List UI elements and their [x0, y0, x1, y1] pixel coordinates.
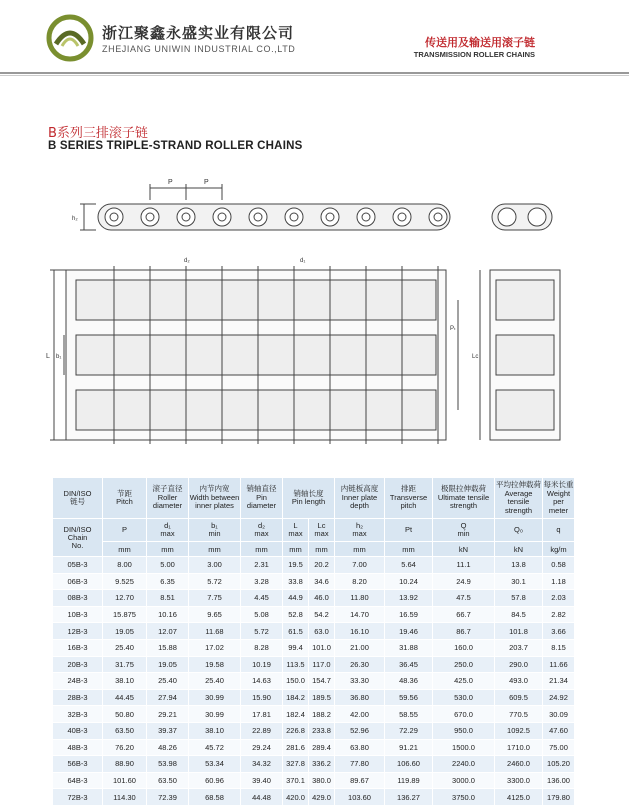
table-cell: 950.0: [433, 722, 495, 739]
table-cell: 86.7: [433, 623, 495, 640]
table-cell: 3750.0: [433, 789, 495, 806]
table-cell: 136.00: [543, 772, 575, 789]
chain-no-cell: 20B-3: [53, 656, 103, 673]
chain-no-cell: 05B-3: [53, 557, 103, 574]
table-cell: 99.4: [283, 639, 309, 656]
table-unit-10: kg/m: [543, 542, 575, 557]
table-cell: 59.56: [385, 689, 433, 706]
table-cell: 290.0: [495, 656, 543, 673]
chain-top-view: [50, 266, 560, 444]
table-cell: 25.40: [189, 673, 241, 690]
table-symbol-3: d₂ max: [241, 519, 283, 542]
d2-label: d₂: [184, 258, 190, 264]
table-cell: 21.34: [543, 673, 575, 690]
chain-spec-table: [52, 477, 575, 806]
table-cell: 5.00: [147, 557, 189, 574]
table-cell: 19.05: [103, 623, 147, 640]
table-cell: 31.75: [103, 656, 147, 673]
table-cell: 66.7: [433, 606, 495, 623]
table-cell: 4.45: [241, 590, 283, 607]
table-cell: 770.5: [495, 706, 543, 723]
table-cell: 63.50: [147, 772, 189, 789]
section-title-en: B SERIES TRIPLE-STRAND ROLLER CHAINS: [48, 140, 303, 152]
table-cell: 48.26: [147, 739, 189, 756]
table-cell: 46.0: [309, 590, 335, 607]
table-cell: 2240.0: [433, 756, 495, 773]
table-row: [53, 772, 575, 789]
table-cell: 8.20: [335, 573, 385, 590]
table-cell: 184.2: [283, 689, 309, 706]
table-cell: 63.0: [309, 623, 335, 640]
table-cell: 48.36: [385, 673, 433, 690]
chain-no-cell: 12B-3: [53, 623, 103, 640]
table-cell: 13.8: [495, 557, 543, 574]
table-unit-1: mm: [147, 542, 189, 557]
table-header-3: 内节内宽 Width between inner plates: [189, 478, 241, 519]
chain-side-view: [80, 184, 552, 230]
table-cell: 114.30: [103, 789, 147, 806]
table-header-0: DIN/ISO 链号: [53, 478, 103, 519]
tagline-en: TRANSMISSION ROLLER CHAINS: [413, 50, 535, 59]
table-cell: 47.5: [433, 590, 495, 607]
table-cell: 11.80: [335, 590, 385, 607]
table-symbol-7: Pt: [385, 519, 433, 542]
table-cell: 429.0: [309, 789, 335, 806]
table-cell: 14.70: [335, 606, 385, 623]
table-cell: 47.60: [543, 722, 575, 739]
table-cell: 57.8: [495, 590, 543, 607]
table-cell: 50.80: [103, 706, 147, 723]
h2-label: h₂: [72, 216, 78, 222]
chain-no-cell: 06B-3: [53, 573, 103, 590]
table-cell: 68.58: [189, 789, 241, 806]
table-cell: 281.6: [283, 739, 309, 756]
table-cell: 30.99: [189, 689, 241, 706]
table-cell: 609.5: [495, 689, 543, 706]
table-cell: 160.0: [433, 639, 495, 656]
table-cell: 89.67: [335, 772, 385, 789]
table-unit-8: kN: [433, 542, 495, 557]
pitch-label: P: [168, 179, 173, 186]
table-cell: 233.8: [309, 722, 335, 739]
table-header-9: 平均拉伸载荷 Average tensile strength: [495, 478, 543, 519]
table-cell: 8.51: [147, 590, 189, 607]
table-cell: 493.0: [495, 673, 543, 690]
table-cell: 24.9: [433, 573, 495, 590]
section-title-cn: B系列三排滚子链: [48, 126, 148, 141]
length-label: L: [46, 353, 50, 360]
table-row: [53, 639, 575, 656]
table-cell: 34.6: [309, 573, 335, 590]
table-cell: 530.0: [433, 689, 495, 706]
table-cell: 154.7: [309, 673, 335, 690]
table-symbol-10: q: [543, 519, 575, 542]
table-cell: 136.27: [385, 789, 433, 806]
table-cell: 5.64: [385, 557, 433, 574]
table-cell: 5.08: [241, 606, 283, 623]
table-unit-2: mm: [189, 542, 241, 557]
chain-no-cell: 32B-3: [53, 706, 103, 723]
chain-no-cell: 16B-3: [53, 639, 103, 656]
table-symbol-9: Q₀: [495, 519, 543, 542]
table-symbol-0: P: [103, 519, 147, 542]
table-cell: 2460.0: [495, 756, 543, 773]
table-cell: 39.37: [147, 722, 189, 739]
table-unit-9: kN: [495, 542, 543, 557]
table-cell: 26.30: [335, 656, 385, 673]
table-unit-6: mm: [335, 542, 385, 557]
table-cell: 1710.0: [495, 739, 543, 756]
table-cell: 9.65: [189, 606, 241, 623]
table-cell: 29.24: [241, 739, 283, 756]
header-divider: [0, 72, 629, 74]
table-cell: 380.0: [309, 772, 335, 789]
chain-no-cell: 10B-3: [53, 606, 103, 623]
table-row: [53, 656, 575, 673]
table-cell: 45.72: [189, 739, 241, 756]
table-cell: 10.16: [147, 606, 189, 623]
table-cell: 1.18: [543, 573, 575, 590]
table-cell: 63.80: [335, 739, 385, 756]
table-cell: 22.89: [241, 722, 283, 739]
table-cell: 52.8: [283, 606, 309, 623]
table-cell: 19.05: [147, 656, 189, 673]
table-row: [53, 623, 575, 640]
table-cell: 0.58: [543, 557, 575, 574]
table-cell: 13.92: [385, 590, 433, 607]
table-cell: 76.20: [103, 739, 147, 756]
table-cell: 38.10: [189, 722, 241, 739]
table-cell: 36.45: [385, 656, 433, 673]
table-cell: 5.72: [189, 573, 241, 590]
table-cell: 336.2: [309, 756, 335, 773]
table-cell: 61.5: [283, 623, 309, 640]
table-cell: 105.20: [543, 756, 575, 773]
table-cell: 30.09: [543, 706, 575, 723]
table-row: [53, 573, 575, 590]
table-row: [53, 557, 575, 574]
table-cell: 44.45: [103, 689, 147, 706]
table-cell: 58.55: [385, 706, 433, 723]
table-cell: 7.75: [189, 590, 241, 607]
table-cell: 12.70: [103, 590, 147, 607]
table-cell: 106.60: [385, 756, 433, 773]
table-cell: 52.96: [335, 722, 385, 739]
table-row: [53, 606, 575, 623]
chain-no-cell: 08B-3: [53, 590, 103, 607]
table-cell: 15.88: [147, 639, 189, 656]
table-unit-4: mm: [283, 542, 309, 557]
table-cell: 4125.0: [495, 789, 543, 806]
chain-no-cell: 56B-3: [53, 756, 103, 773]
table-symbol-5: Lc max: [309, 519, 335, 542]
page-header: [0, 0, 629, 74]
table-cell: 179.80: [543, 789, 575, 806]
table-cell: 103.60: [335, 789, 385, 806]
table-cell: 21.00: [335, 639, 385, 656]
table-cell: 30.1: [495, 573, 543, 590]
lc-label: Lc: [472, 354, 479, 360]
table-cell: 8.00: [103, 557, 147, 574]
table-cell: 15.90: [241, 689, 283, 706]
table-cell: 39.40: [241, 772, 283, 789]
table-cell: 670.0: [433, 706, 495, 723]
table-cell: 2.03: [543, 590, 575, 607]
table-cell: 84.5: [495, 606, 543, 623]
table-symbol-6: h₂ max: [335, 519, 385, 542]
table-cell: 30.99: [189, 706, 241, 723]
chain-no-cell: 24B-3: [53, 673, 103, 690]
table-cell: 19.58: [189, 656, 241, 673]
table-cell: 101.8: [495, 623, 543, 640]
table-cell: 11.66: [543, 656, 575, 673]
table-cell: 8.15: [543, 639, 575, 656]
table-header-2: 滚子直径 Roller diameter: [147, 478, 189, 519]
table-cell: 10.24: [385, 573, 433, 590]
table-header-4: 销轴直径 Pin diameter: [241, 478, 283, 519]
table-cell: 2.82: [543, 606, 575, 623]
table-cell: 14.63: [241, 673, 283, 690]
table-cell: 53.98: [147, 756, 189, 773]
table-cell: 44.48: [241, 789, 283, 806]
b1-label: b₁: [56, 354, 62, 360]
chain-no-cell: 40B-3: [53, 722, 103, 739]
table-row: [53, 689, 575, 706]
table-cell: 63.50: [103, 722, 147, 739]
table-cell: 36.80: [335, 689, 385, 706]
table-cell: 101.0: [309, 639, 335, 656]
table-cell: 9.525: [103, 573, 147, 590]
table-row: [53, 706, 575, 723]
table-cell: 6.35: [147, 573, 189, 590]
table-cell: 150.0: [283, 673, 309, 690]
table-cell: 226.8: [283, 722, 309, 739]
table-cell: 53.34: [189, 756, 241, 773]
chain-technical-drawing: [40, 170, 580, 470]
table-cell: 11.1: [433, 557, 495, 574]
table-cell: 101.60: [103, 772, 147, 789]
table-cell: 34.32: [241, 756, 283, 773]
table-header-8: 极限拉伸载荷 Ultimate tensile strength: [433, 478, 495, 519]
table-cell: 19.5: [283, 557, 309, 574]
table-symbol-4: L max: [283, 519, 309, 542]
table-cell: 113.5: [283, 656, 309, 673]
table-cell: 3000.0: [433, 772, 495, 789]
chain-no-cell: 64B-3: [53, 772, 103, 789]
table-cell: 1500.0: [433, 739, 495, 756]
table-cell: 24.92: [543, 689, 575, 706]
table-cell: 370.1: [283, 772, 309, 789]
table-cell: 5.72: [241, 623, 283, 640]
table-cell: 3.28: [241, 573, 283, 590]
table-cell: 10.19: [241, 656, 283, 673]
table-unit-0: mm: [103, 542, 147, 557]
table-header-chain-no: DIN/ISO Chain No.: [53, 519, 103, 557]
table-cell: 327.8: [283, 756, 309, 773]
footnote: [52, 793, 452, 799]
table-cell: 88.90: [103, 756, 147, 773]
company-name-cn: 浙江聚鑫永盛实业有限公司: [102, 24, 295, 42]
table-row: [53, 673, 575, 690]
d1-label: d₁: [300, 258, 306, 264]
header-divider-thin: [0, 75, 629, 76]
table-cell: 91.21: [385, 739, 433, 756]
table-unit-5: mm: [309, 542, 335, 557]
chain-no-cell: 72B-3: [53, 789, 103, 806]
pitch-label-2: P: [204, 179, 209, 186]
table-header-10: 每米长重 Weight per meter: [543, 478, 575, 519]
tagline-cn: 传送用及输送用滚子链: [425, 36, 535, 49]
table-cell: 33.8: [283, 573, 309, 590]
table-cell: 11.68: [189, 623, 241, 640]
table-cell: 189.5: [309, 689, 335, 706]
table-cell: 3.66: [543, 623, 575, 640]
table-cell: 3300.0: [495, 772, 543, 789]
table-header-5: 销轴长度 Pin length: [283, 478, 335, 519]
pt-label: Pₜ: [450, 326, 456, 332]
table-row: [53, 756, 575, 773]
table-cell: 44.9: [283, 590, 309, 607]
table-cell: 7.00: [335, 557, 385, 574]
chain-no-cell: 48B-3: [53, 739, 103, 756]
table-cell: 188.2: [309, 706, 335, 723]
table-unit-7: mm: [385, 542, 433, 557]
table-unit-3: mm: [241, 542, 283, 557]
table-cell: 117.0: [309, 656, 335, 673]
table-cell: 8.28: [241, 639, 283, 656]
table-cell: 16.59: [385, 606, 433, 623]
table-cell: 12.07: [147, 623, 189, 640]
table-cell: 3.00: [189, 557, 241, 574]
table-cell: 2.31: [241, 557, 283, 574]
table-cell: 25.40: [103, 639, 147, 656]
table-cell: 250.0: [433, 656, 495, 673]
table-cell: 72.39: [147, 789, 189, 806]
table-cell: 15.875: [103, 606, 147, 623]
table-cell: 25.40: [147, 673, 189, 690]
table-cell: 38.10: [103, 673, 147, 690]
table-header-1: 节距 Pitch: [103, 478, 147, 519]
table-cell: 119.89: [385, 772, 433, 789]
table-cell: 42.00: [335, 706, 385, 723]
table-row: [53, 722, 575, 739]
table-cell: 29.21: [147, 706, 189, 723]
table-cell: 17.02: [189, 639, 241, 656]
table-cell: 425.0: [433, 673, 495, 690]
table-cell: 1092.5: [495, 722, 543, 739]
table-cell: 420.0: [283, 789, 309, 806]
table-cell: 17.81: [241, 706, 283, 723]
chain-no-cell: 28B-3: [53, 689, 103, 706]
table-header-6: 内链板高度 Inner plate depth: [335, 478, 385, 519]
table-row: [53, 590, 575, 607]
table-cell: 31.88: [385, 639, 433, 656]
table-cell: 289.4: [309, 739, 335, 756]
table-symbol-8: Q min: [433, 519, 495, 542]
company-name-en: ZHEJIANG UNIWIN INDUSTRIAL CO.,LTD: [102, 44, 296, 54]
table-symbol-1: d₁ max: [147, 519, 189, 542]
company-logo-icon: [46, 14, 94, 62]
table-cell: 33.30: [335, 673, 385, 690]
table-symbol-2: b₁ min: [189, 519, 241, 542]
table-cell: 77.80: [335, 756, 385, 773]
table-cell: 16.10: [335, 623, 385, 640]
table-cell: 19.46: [385, 623, 433, 640]
table-cell: 54.2: [309, 606, 335, 623]
table-row: [53, 739, 575, 756]
table-cell: 75.00: [543, 739, 575, 756]
table-cell: 20.2: [309, 557, 335, 574]
table-cell: 60.96: [189, 772, 241, 789]
table-cell: 203.7: [495, 639, 543, 656]
table-cell: 182.4: [283, 706, 309, 723]
table-cell: 27.94: [147, 689, 189, 706]
table-header-7: 排距 Transverse pitch: [385, 478, 433, 519]
table-cell: 72.29: [385, 722, 433, 739]
